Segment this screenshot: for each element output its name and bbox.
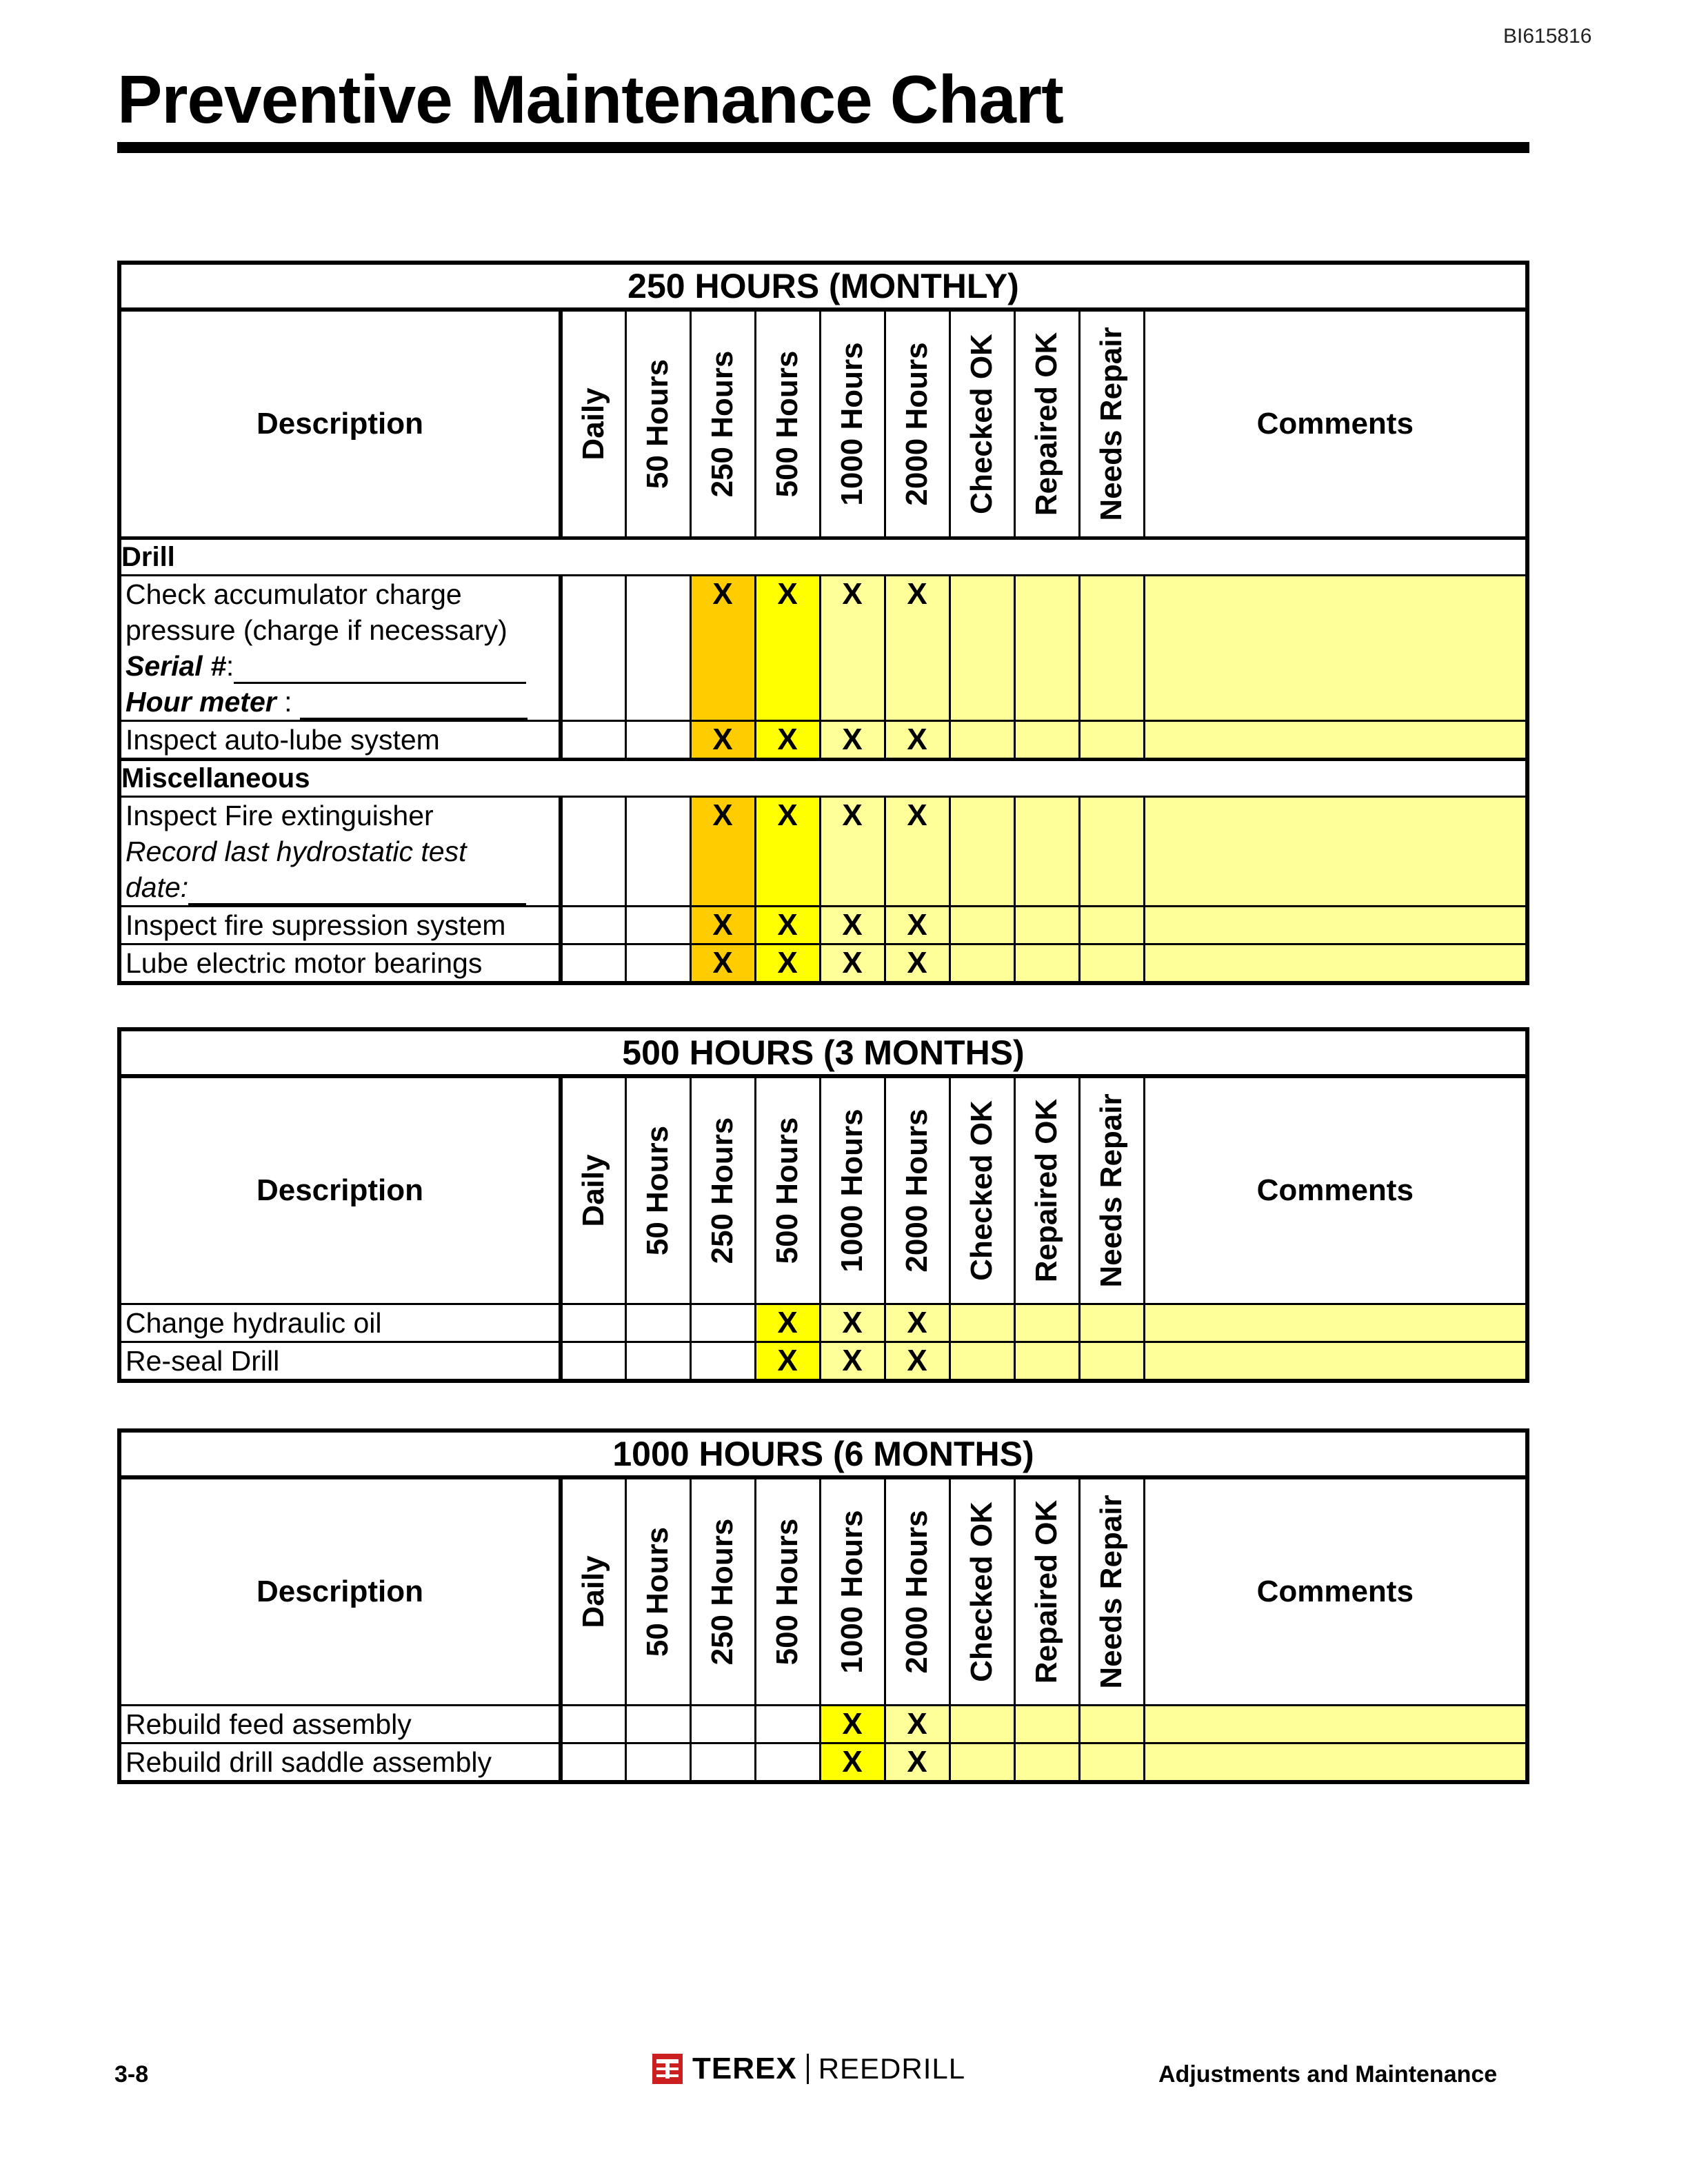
check-cell[interactable] <box>561 576 625 721</box>
check-cell-marked[interactable]: X <box>885 1342 950 1382</box>
check-cell-marked[interactable]: X <box>690 944 755 984</box>
page-number: 3-8 <box>114 2061 149 2087</box>
check-cell[interactable] <box>561 721 625 760</box>
row-description: Rebuild drill saddle assembly <box>119 1743 561 1783</box>
check-cell[interactable] <box>755 1743 820 1783</box>
needs-repair-cell[interactable] <box>1079 1743 1144 1783</box>
check-cell[interactable] <box>625 1743 690 1783</box>
column-header-daily: Daily <box>561 310 625 538</box>
check-cell-marked[interactable]: X <box>820 1342 885 1382</box>
check-cell[interactable] <box>755 1706 820 1743</box>
check-cell-marked[interactable]: X <box>690 797 755 907</box>
check-cell-marked[interactable]: X <box>820 721 885 760</box>
comments-cell[interactable] <box>1144 1743 1527 1783</box>
check-cell[interactable] <box>561 1706 625 1743</box>
column-header-500-hours: 500 Hours <box>755 1076 820 1304</box>
table-caption: 250 HOURS (MONTHLY) <box>119 263 1527 310</box>
row-description: Change hydraulic oil <box>119 1304 561 1342</box>
table-row <box>119 944 1527 984</box>
check-cell[interactable] <box>625 576 690 721</box>
column-header-50-hours: 50 Hours <box>625 1477 690 1706</box>
comments-cell[interactable] <box>1144 721 1527 760</box>
table-row <box>119 1304 1527 1342</box>
table-row <box>119 797 1527 907</box>
table-row <box>119 1342 1527 1382</box>
section-label-miscellaneous: Miscellaneous <box>119 760 1527 797</box>
column-header-250-hours: 250 Hours <box>690 1477 755 1706</box>
page-title: Preventive Maintenance Chart <box>117 61 1063 137</box>
terex-emblem-icon <box>652 2054 683 2084</box>
check-cell[interactable] <box>625 1304 690 1342</box>
needs-repair-cell[interactable] <box>1079 1342 1144 1382</box>
repaired-ok-cell[interactable] <box>1014 1304 1079 1342</box>
column-header-500-hours: 500 Hours <box>755 310 820 538</box>
check-cell[interactable] <box>561 944 625 984</box>
needs-repair-cell[interactable] <box>1079 797 1144 907</box>
column-header-500-hours: 500 Hours <box>755 1477 820 1706</box>
row-description: Inspect Fire extinguisher Record last hydrostatic test date: <box>119 797 561 907</box>
check-cell[interactable] <box>690 1304 755 1342</box>
row-description: Check accumulator charge pressure (charge if necessary) Serial #: Hour meter : <box>119 576 561 721</box>
column-header-1000-hours: 1000 Hours <box>820 1076 885 1304</box>
hydrostatic-date-field[interactable] <box>188 878 526 905</box>
column-header-repaired-ok: Repaired OK <box>1014 1076 1079 1304</box>
table-row <box>119 576 1527 721</box>
repaired-ok-cell[interactable] <box>1014 1743 1079 1783</box>
needs-repair-cell[interactable] <box>1079 576 1144 721</box>
column-header-daily: Daily <box>561 1477 625 1706</box>
description-header: Description <box>119 1076 561 1304</box>
check-cell-marked[interactable]: X <box>820 944 885 984</box>
check-cell-marked[interactable]: X <box>885 721 950 760</box>
check-cell-marked[interactable]: X <box>755 907 820 944</box>
needs-repair-cell[interactable] <box>1079 721 1144 760</box>
check-cell-marked[interactable]: X <box>885 1706 950 1743</box>
comments-cell[interactable] <box>1144 797 1527 907</box>
comments-cell[interactable] <box>1144 944 1527 984</box>
check-cell[interactable] <box>561 1743 625 1783</box>
column-header-1000-hours: 1000 Hours <box>820 1477 885 1706</box>
check-cell[interactable] <box>690 1706 755 1743</box>
terex-reedrill-logo <box>652 2052 965 2086</box>
row-description: Lube electric motor bearings <box>119 944 561 984</box>
check-cell-marked[interactable]: X <box>755 944 820 984</box>
column-header-50-hours: 50 Hours <box>625 1076 690 1304</box>
comments-cell[interactable] <box>1144 907 1527 944</box>
checked-ok-cell[interactable] <box>950 1342 1014 1382</box>
check-cell-marked[interactable]: X <box>820 1304 885 1342</box>
check-cell-marked[interactable]: X <box>755 721 820 760</box>
table-row <box>119 1706 1527 1743</box>
comments-cell[interactable] <box>1144 1342 1527 1382</box>
check-cell-marked[interactable]: X <box>885 907 950 944</box>
check-cell[interactable] <box>690 1743 755 1783</box>
repaired-ok-cell[interactable] <box>1014 1706 1079 1743</box>
check-cell[interactable] <box>561 1342 625 1382</box>
needs-repair-cell[interactable] <box>1079 1304 1144 1342</box>
column-header-needs-repair: Needs Repair <box>1079 1477 1144 1706</box>
check-cell[interactable] <box>625 1706 690 1743</box>
section-name: Adjustments and Maintenance <box>1158 2061 1498 2087</box>
column-header-1000-hours: 1000 Hours <box>820 310 885 538</box>
repaired-ok-cell[interactable] <box>1014 576 1079 721</box>
check-cell-marked[interactable]: X <box>820 907 885 944</box>
checked-ok-cell[interactable] <box>950 1706 1014 1743</box>
logo-sub-brand-text: REEDRILL <box>818 2052 966 2085</box>
check-cell-marked[interactable]: X <box>820 576 885 721</box>
table-250-hours <box>117 261 1529 985</box>
table-caption: 1000 HOURS (6 MONTHS) <box>119 1430 1527 1477</box>
logo-divider <box>807 2054 809 2084</box>
column-header-repaired-ok: Repaired OK <box>1014 310 1079 538</box>
column-header-checked-ok: Checked OK <box>950 1477 1014 1706</box>
check-cell[interactable] <box>625 944 690 984</box>
check-cell-marked[interactable]: X <box>690 576 755 721</box>
table-row <box>119 907 1527 944</box>
check-cell[interactable] <box>625 907 690 944</box>
section-label-drill: Drill <box>119 538 1527 576</box>
logo-brand-text: TEREX <box>692 2052 797 2085</box>
checked-ok-cell[interactable] <box>950 907 1014 944</box>
checked-ok-cell[interactable] <box>950 721 1014 760</box>
repaired-ok-cell[interactable] <box>1014 907 1079 944</box>
column-header-checked-ok: Checked OK <box>950 1076 1014 1304</box>
check-cell[interactable] <box>561 1304 625 1342</box>
repaired-ok-cell[interactable] <box>1014 797 1079 907</box>
column-header-daily: Daily <box>561 1076 625 1304</box>
needs-repair-cell[interactable] <box>1079 907 1144 944</box>
repaired-ok-cell[interactable] <box>1014 721 1079 760</box>
comments-header: Comments <box>1144 1477 1527 1706</box>
checked-ok-cell[interactable] <box>950 797 1014 907</box>
column-header-2000-hours: 2000 Hours <box>885 1477 950 1706</box>
check-cell[interactable] <box>625 1342 690 1382</box>
column-header-250-hours: 250 Hours <box>690 310 755 538</box>
check-cell-marked[interactable]: X <box>755 797 820 907</box>
serial-number-field[interactable] <box>234 657 526 684</box>
check-cell-marked[interactable]: X <box>820 1706 885 1743</box>
table-500-hours <box>117 1027 1529 1383</box>
description-header: Description <box>119 1477 561 1706</box>
check-cell-marked[interactable]: X <box>820 797 885 907</box>
column-header-50-hours: 50 Hours <box>625 310 690 538</box>
description-header: Description <box>119 310 561 538</box>
check-cell[interactable] <box>690 1342 755 1382</box>
checked-ok-cell[interactable] <box>950 576 1014 721</box>
check-cell-marked[interactable]: X <box>690 721 755 760</box>
check-cell-marked[interactable]: X <box>885 1743 950 1783</box>
repaired-ok-cell[interactable] <box>1014 944 1079 984</box>
check-cell-marked[interactable]: X <box>755 1304 820 1342</box>
check-cell[interactable] <box>625 797 690 907</box>
document-id: BI615816 <box>1503 25 1592 48</box>
needs-repair-cell[interactable] <box>1079 1706 1144 1743</box>
check-cell-marked[interactable]: X <box>885 1304 950 1342</box>
table-caption: 500 HOURS (3 MONTHS) <box>119 1029 1527 1076</box>
check-cell-marked[interactable]: X <box>885 797 950 907</box>
row-description: Rebuild feed assembly <box>119 1706 561 1743</box>
comments-cell[interactable] <box>1144 576 1527 721</box>
check-cell-marked[interactable]: X <box>885 944 950 984</box>
comments-header: Comments <box>1144 310 1527 538</box>
check-cell-marked[interactable]: X <box>820 1743 885 1783</box>
comments-header: Comments <box>1144 1076 1527 1304</box>
check-cell-marked[interactable]: X <box>885 576 950 721</box>
checked-ok-cell[interactable] <box>950 1743 1014 1783</box>
table-row <box>119 1743 1527 1783</box>
comments-cell[interactable] <box>1144 1706 1527 1743</box>
checked-ok-cell[interactable] <box>950 944 1014 984</box>
row-description: Inspect auto-lube system <box>119 721 561 760</box>
check-cell-marked[interactable]: X <box>755 1342 820 1382</box>
check-cell-marked[interactable]: X <box>690 907 755 944</box>
column-header-2000-hours: 2000 Hours <box>885 310 950 538</box>
table-1000-hours <box>117 1428 1529 1784</box>
column-header-needs-repair: Needs Repair <box>1079 310 1144 538</box>
row-description: Inspect fire supression system <box>119 907 561 944</box>
title-rule <box>117 142 1529 153</box>
checked-ok-cell[interactable] <box>950 1304 1014 1342</box>
check-cell-marked[interactable]: X <box>755 576 820 721</box>
column-header-repaired-ok: Repaired OK <box>1014 1477 1079 1706</box>
check-cell[interactable] <box>561 907 625 944</box>
column-header-250-hours: 250 Hours <box>690 1076 755 1304</box>
column-header-checked-ok: Checked OK <box>950 310 1014 538</box>
row-description: Re-seal Drill <box>119 1342 561 1382</box>
repaired-ok-cell[interactable] <box>1014 1342 1079 1382</box>
column-header-2000-hours: 2000 Hours <box>885 1076 950 1304</box>
comments-cell[interactable] <box>1144 1304 1527 1342</box>
column-header-needs-repair: Needs Repair <box>1079 1076 1144 1304</box>
needs-repair-cell[interactable] <box>1079 944 1144 984</box>
table-row <box>119 721 1527 760</box>
check-cell[interactable] <box>625 721 690 760</box>
check-cell[interactable] <box>561 797 625 907</box>
hour-meter-field[interactable] <box>300 693 528 720</box>
